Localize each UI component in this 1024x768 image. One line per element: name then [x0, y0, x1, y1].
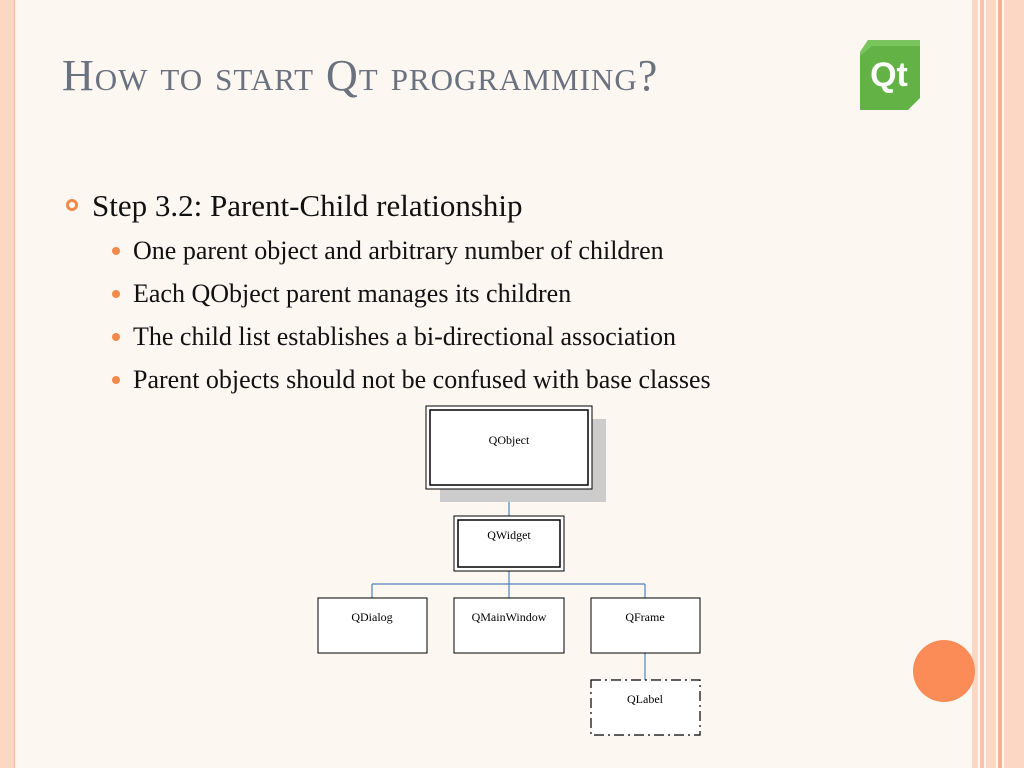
node-qlabel — [591, 680, 700, 735]
node-qmainwindow — [454, 598, 564, 653]
right-border-stripes — [972, 0, 1024, 768]
node-label: QObject — [488, 433, 530, 447]
subbullet-item — [66, 276, 833, 312]
node-label: QDialog — [351, 610, 393, 624]
bullet-dot-icon — [112, 333, 120, 341]
subbullet-text: Parent objects should not be confused with base classes — [133, 365, 711, 394]
bullet-dot-icon — [112, 247, 120, 255]
bullet-text: Step 3.2: Parent-Child relationship — [92, 188, 523, 223]
node-qdialog — [318, 598, 427, 653]
bullet-ring-icon — [66, 199, 78, 211]
subbullet-text: The child list establishes a bi-directional association — [133, 322, 676, 351]
subbullet-item — [66, 362, 833, 398]
bullet-dot-icon — [112, 290, 120, 298]
left-border-stripe — [0, 0, 15, 768]
bullet-dot-icon — [112, 376, 120, 384]
logo-text: Qt — [870, 56, 908, 94]
class-hierarchy-diagram — [300, 400, 720, 745]
node-label: QLabel — [627, 692, 663, 706]
bullet-list — [66, 186, 886, 398]
node-qframe — [591, 598, 700, 653]
node-qobject — [426, 406, 606, 502]
node-label: QMainWindow — [471, 610, 547, 624]
node-label: QFrame — [625, 610, 665, 624]
node-qwidget — [454, 516, 564, 571]
slide-title: How to start Qt programming? — [62, 51, 659, 100]
subbullet-item — [66, 319, 833, 355]
bullet-step-3-2 — [66, 186, 886, 226]
qt-logo-icon — [858, 38, 922, 112]
subbullet-text: Each QObject parent manages its children — [133, 279, 572, 308]
decorative-circle — [913, 640, 975, 702]
subbullet-item — [66, 233, 833, 269]
node-label: QWidget — [487, 528, 531, 542]
subbullet-text: One parent object and arbitrary number of children — [133, 236, 664, 265]
